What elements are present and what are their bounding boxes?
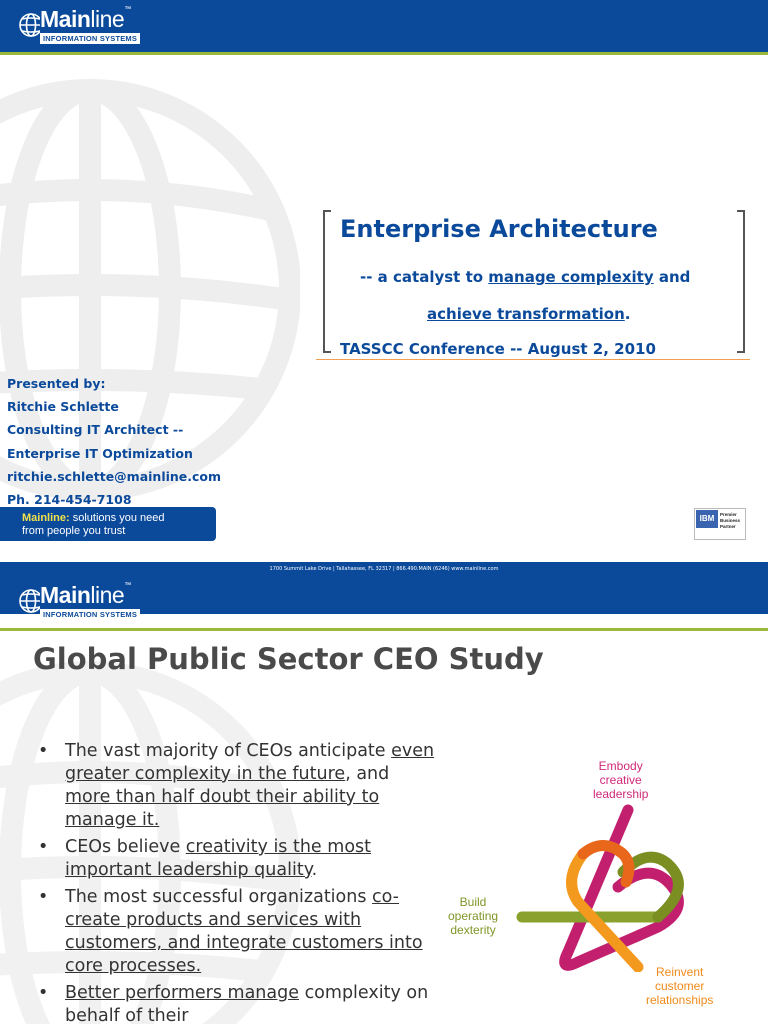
- achieve-transformation-text: achieve transformation: [427, 305, 625, 323]
- ceo-triad-diagram: [448, 757, 758, 1024]
- presenter-info: [7, 372, 221, 511]
- label-embody-creative-leadership: Embody creative leadership: [593, 759, 649, 801]
- bullet-dot-icon: •: [38, 983, 49, 1003]
- slide-title: Global Public Sector CEO Study: [33, 642, 544, 676]
- bullet-text: complexity on behalf of their: [65, 983, 429, 1024]
- title-bracket-right: [737, 210, 745, 353]
- presenter-email: ritchie.schlette@mainline.com: [7, 468, 222, 484]
- mainline-logo: [18, 8, 158, 44]
- tagline-banner: Mainline: solutions you need from people you trust: [0, 507, 216, 541]
- ibm-logo-icon: IBM: [696, 510, 718, 528]
- bullet-dot-icon: •: [38, 887, 49, 907]
- presenter-dept: Enterprise IT Optimization: [7, 445, 193, 461]
- slide-subtitle-line2: achieve transformation.: [427, 305, 631, 323]
- bullet-text: even greater complexity in the future: [65, 741, 435, 784]
- bullet-dot-icon: •: [38, 741, 49, 761]
- bullet-dot-icon: •: [38, 837, 49, 857]
- bullet-text: .: [311, 860, 318, 880]
- logo-wordmark: Mainline™: [40, 6, 131, 32]
- label-reinvent-customer-relationships: Reinvent customer relationships: [646, 965, 714, 1007]
- logo-subtitle: INFORMATION SYSTEMS: [40, 609, 140, 620]
- bullet-text: co-create products and services with customers, and integrate customers into core processes.: [65, 887, 423, 976]
- presenter-line: Presented by:: [7, 376, 106, 391]
- bullet-text: Better performers manage: [65, 983, 299, 1003]
- slide-title: Enterprise Architecture: [340, 215, 658, 243]
- label-build-operating-dexterity: Build operating dexterity: [448, 895, 499, 937]
- logo-wordmark: Mainline™: [40, 582, 131, 608]
- interlocking-loops-icon: [508, 802, 688, 972]
- ceo-study-slide: [0, 562, 768, 1024]
- title-bracket-left: [323, 210, 331, 353]
- bullet-item: [38, 740, 438, 832]
- presenter-name: Ritchie Schlette: [7, 399, 119, 415]
- conference-line: TASSCC Conference -- August 2, 2010: [340, 340, 656, 358]
- bullet-item: [38, 982, 438, 1024]
- bullet-item: [38, 836, 438, 882]
- globe-icon: [18, 586, 40, 616]
- slide-subtitle-line1: -- a catalyst to manage complexity and: [360, 268, 691, 286]
- bullet-text: The vast majority of CEOs anticipate: [65, 741, 392, 761]
- header-accent-line: [0, 52, 768, 55]
- bullet-text: The most successful organizations: [65, 887, 373, 907]
- presenter-phone: Ph. 214-454-7108: [7, 492, 132, 508]
- bullet-text: CEOs believe: [65, 837, 186, 857]
- manage-complexity-text: manage complexity: [488, 268, 654, 286]
- slide1-footer-address: 1700 Summit Lake Drive | Tallahassee, FL 32317 | 866.490.MAIN (6246) www.mainline.com: [269, 566, 499, 572]
- bullet-item: [38, 886, 438, 978]
- presenter-role: Consulting IT Architect --: [7, 422, 184, 438]
- header-accent-line: [0, 628, 768, 631]
- bullet-text: creativity is the most important leadership quality: [65, 837, 371, 880]
- bullet-text: more than half doubt their ability to manage it.: [65, 787, 380, 830]
- bullet-text: , and: [345, 764, 390, 784]
- ibm-partner-badge: IBM Premier Business Partner: [694, 508, 746, 540]
- logo-subtitle: INFORMATION SYSTEMS: [40, 33, 140, 44]
- title-underline: [316, 359, 750, 360]
- mainline-logo: [18, 584, 158, 620]
- globe-icon: [18, 10, 40, 40]
- bullet-list: [38, 740, 438, 1024]
